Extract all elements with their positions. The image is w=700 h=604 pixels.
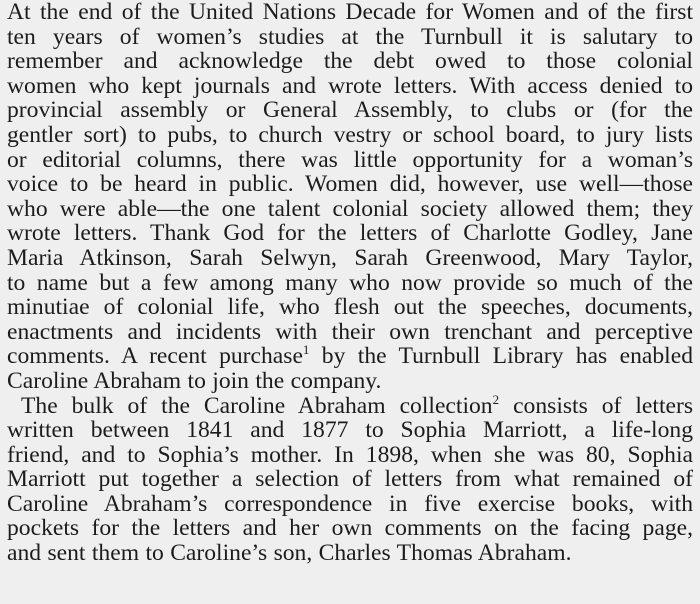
text-line: friend, and to Sophia’s mother. In 1898, when she was 80, Sophia [7, 441, 693, 468]
text-line: pockets for the letters and her own comments on the facing page, [7, 515, 693, 542]
text-line: enactments and incidents with their own trenchant and perceptive [7, 318, 693, 345]
text-line: At the end of the United Nations Decade for Women and of the first [7, 0, 693, 25]
text-line: or editorial columns, there was little opportunity for a woman’s [7, 146, 693, 173]
text-line: Caroline Abraham to join the company. [7, 367, 382, 394]
text-line: and sent them to Caroline’s son, Charles Thomas Abraham. [7, 540, 572, 567]
text-segment: The bulk of the Caroline Abraham collection [21, 392, 493, 419]
text-line: written between 1841 and 1877 to Sophia Marriott, a life-long [7, 417, 693, 444]
text-line: who were able—the one talent colonial society allowed them; they [7, 195, 693, 222]
footnote-marker: 2 [492, 391, 500, 407]
text-line: Maria Atkinson, Sarah Selwyn, Sarah Greenwood, Mary Taylor, [7, 244, 693, 271]
text-line: to name but a few among many who now provide so much of the [7, 269, 693, 296]
text-line: provincial assembly or General Assembly, to clubs or (for the [7, 97, 693, 124]
text-line: Marriott put together a selection of letters from what remained of [7, 466, 693, 493]
text-segment: comments. A recent purchase [7, 343, 303, 370]
text-segment: consists of letters [499, 392, 694, 419]
text-line-with-footnote [7, 344, 693, 369]
text-line-with-footnote [7, 391, 694, 419]
footnote-marker: 1 [302, 342, 310, 358]
text-line: remember and acknowledge the debt owed to those colonial [7, 48, 693, 75]
text-line: Caroline Abraham’s correspondence in five exercise books, with [7, 490, 693, 517]
paragraph-2 [7, 391, 694, 567]
text-line: voice to be heard in public. Women did, however, use well—those [7, 171, 693, 198]
paragraph-1 [7, 0, 693, 394]
text-line: women who kept journals and wrote letters. With access denied to [7, 72, 693, 99]
text-segment: by the Turnbull Library has enabled [309, 343, 693, 370]
text-line: minutiae of colonial life, who flesh out the speeches, documents, [7, 294, 693, 321]
text-line: gentler sort) to pubs, to church vestry or school board, to jury lists [7, 121, 693, 148]
text-line: ten years of women’s studies at the Turnbull it is salutary to [7, 23, 693, 50]
text-line: wrote letters. Thank God for the letters of Charlotte Godley, Jane [7, 220, 693, 247]
